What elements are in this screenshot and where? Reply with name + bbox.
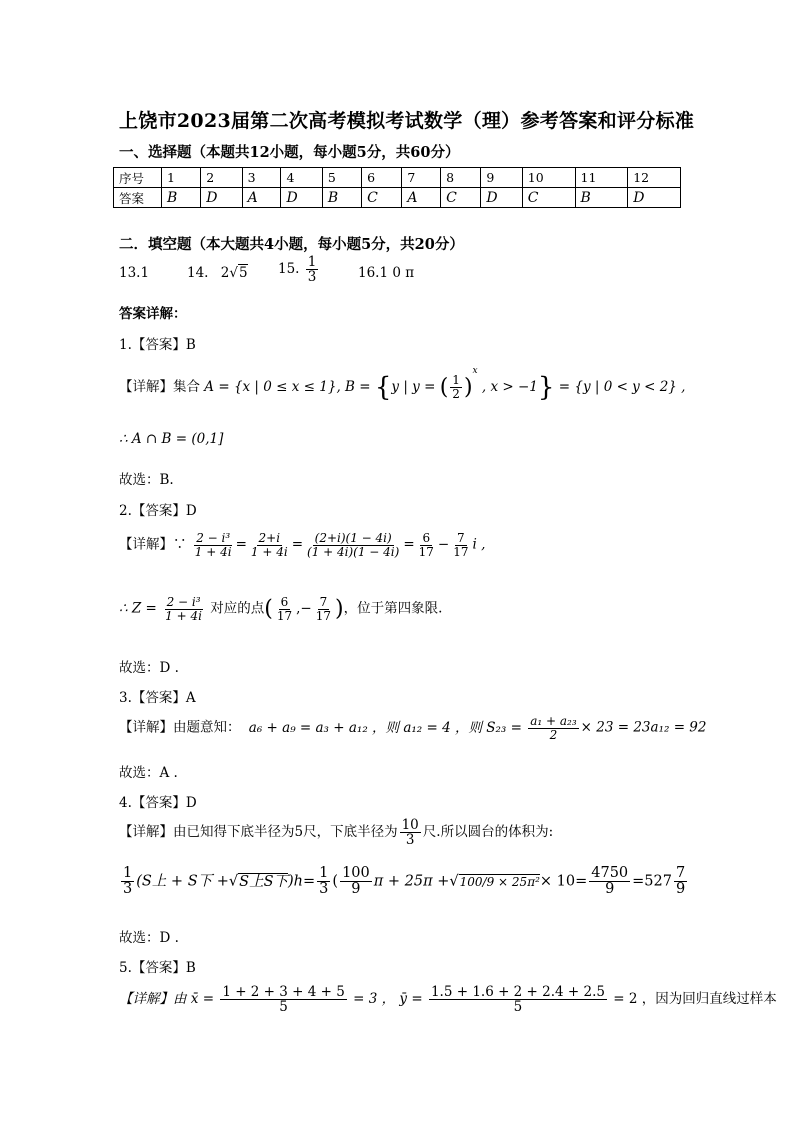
q1-detail-label: 【详解】集合 <box>119 379 200 395</box>
q5-y-den: 5 <box>513 999 523 1016</box>
table-cell: B <box>575 188 628 208</box>
q4-detail-a: 【详解】由已知得下底半径为5尺，下底半径为 <box>119 824 398 841</box>
q1-answer: 1.【答案】B <box>119 337 196 353</box>
q3-detail-label: 【详解】由题意知： <box>119 719 241 736</box>
q1-choose: 故选：B. <box>119 472 174 488</box>
q2-f1-den: 1 + 4i <box>194 544 232 559</box>
table-row-numbers <box>114 168 681 188</box>
q2-p2-den: 17 <box>315 608 332 623</box>
q2-answer: 2.【答案】D <box>119 503 197 519</box>
q4-v-d: π + 25π + <box>373 873 450 890</box>
q2-f2-num: 2+i <box>258 531 281 545</box>
q1-half-den: 2 <box>452 387 460 401</box>
q4-v100-den: 9 <box>351 881 361 898</box>
q4-choose: 故选：D . <box>119 930 179 946</box>
q5-detail-b: = 3 ， ȳ = <box>353 991 423 1008</box>
fill-answer-13: 13.1 <box>119 265 150 281</box>
table-cell: 3 <box>242 168 281 188</box>
q1-expr-a: A = {x | 0 ≤ x ≤ 1}, B = <box>204 379 371 395</box>
q4-frac-num: 10 <box>401 817 419 833</box>
fill-label-14: 14. <box>187 265 209 281</box>
q4-v7-den: 9 <box>675 881 686 898</box>
q5-answer: 5.【答案】B <box>119 960 196 976</box>
q3-answer: 3.【答案】A <box>119 690 196 706</box>
q4-detail <box>119 818 553 847</box>
q4-v-b: )h= <box>288 873 316 890</box>
table-cell: 1 <box>162 168 201 188</box>
fill-label-15: 15. <box>278 261 300 278</box>
q5-x-den: 5 <box>279 999 288 1016</box>
q2-therefore-c: ，位于第四象限. <box>343 600 443 617</box>
q2-p1-num: 6 <box>280 595 289 609</box>
table-cell: B <box>322 188 361 208</box>
q3-detail <box>119 715 706 741</box>
table-cell: D <box>628 188 681 208</box>
q2-detail: 【详解】∵ $\frac{\text{2 − i³}}{1 + 4i}$ = $\frac{2+i}{1 + 4i}$ = $\frac{(2+i)(1 - 4i)}{(1 + 4i)(1 - 4i)}$ = $\frac{6}{17}$ − $\frac{7}{17}$ i , <box>119 531 486 559</box>
q4-v-rad1: S上S下 <box>239 873 289 890</box>
q2-choose: 故选：D . <box>119 660 179 676</box>
q4-v4750-num: 4750 <box>591 865 629 881</box>
q15-den: 3 <box>307 269 317 286</box>
section2-heading: 二．填空题（本大题共4小题，每小题5分，共20分） <box>119 236 464 253</box>
q1-therefore: ∴ A ∩ B = (0,1] <box>119 431 224 447</box>
q2-f1-num: 2 − i³ <box>196 531 231 545</box>
q3-eq2: × 23 = 23a₁₂ = 92 <box>580 719 707 736</box>
q1-exp: x <box>472 366 478 376</box>
table-cell: B <box>162 188 201 208</box>
detail-heading: 答案详解： <box>119 306 187 322</box>
q4-third-num2: 1 <box>319 865 329 881</box>
table-cell: C <box>522 188 575 208</box>
q4-third-den2: 3 <box>319 881 329 898</box>
q1-expr-d: = {y | 0 < y < 2} , <box>558 379 686 395</box>
q5-x-num: 1 + 2 + 3 + 4 + 5 <box>222 984 345 1000</box>
q1-detail: 【详解】集合 A = {x | 0 ≤ x ≤ 1}, B = {y | y = ( $\frac{1}{2}$ )$^x$ , x > −1} = {y | 0 < y < 2} , <box>119 366 686 403</box>
fill-answer-16: 16.1 0 π <box>358 265 415 281</box>
table-row-answers <box>114 188 681 208</box>
table-cell: 10 <box>522 168 575 188</box>
table-cell: A <box>242 188 281 208</box>
q1-expr-b: y | y = <box>391 379 436 395</box>
q4-frac-den: 3 <box>405 832 415 849</box>
q1-expr-c: , x > −1 <box>481 379 538 395</box>
q1-half-num: 1 <box>452 373 460 388</box>
q2-detail-label: 【详解】∵ <box>119 536 187 553</box>
q2-f5-den: 17 <box>453 544 469 559</box>
q4-answer: 4.【答案】D <box>119 795 197 811</box>
table-row-label: 答案 <box>114 188 162 208</box>
q2-f2-den: 1 + 4i <box>250 544 288 559</box>
q2-tail: i , <box>472 536 486 553</box>
q2-p2-num: 7 <box>319 595 328 609</box>
answer-table <box>113 167 681 208</box>
q4-v-c: ( <box>332 873 339 890</box>
fill-answer-14: 14. 2√5 <box>187 265 248 281</box>
q14-radicand: 5 <box>238 265 248 281</box>
q5-detail-a: 【详解】由 x̄ = <box>119 991 215 1008</box>
q2-z-num: 2 − i³ <box>166 595 201 609</box>
table-cell: C <box>362 188 402 208</box>
q15-num: 1 <box>307 254 317 270</box>
table-cell: D <box>481 188 522 208</box>
q2-f3-den: (1 + 4i)(1 − 4i) <box>307 544 400 559</box>
q4-v7-num: 7 <box>675 865 686 881</box>
q4-v4750-den: 9 <box>605 881 615 898</box>
q4-v-a: (S上 + S下 + <box>136 873 229 890</box>
q4-third-num: 1 <box>123 865 133 881</box>
q3-frac-den: 2 <box>549 727 558 742</box>
q14-coef: 2 <box>220 265 230 281</box>
q2-f3-num: (2+i)(1 − 4i) <box>314 531 392 545</box>
table-cell: A <box>402 188 441 208</box>
table-cell: 6 <box>362 168 402 188</box>
q2-f4-den: 17 <box>418 544 434 559</box>
table-cell: 11 <box>575 168 628 188</box>
q4-v-e: × 10= <box>539 873 588 890</box>
table-cell: 9 <box>481 168 522 188</box>
q4-volume: $\frac{1}{3}$ (S上 + S下 +√S上S下)h= $\frac{1}{3}$ ( $\frac{100}{9}$ π + 25π +√100/9 × 25π²× 10= $\frac{4750}{9}$ =527 $\frac{7}{9}$ <box>123 865 686 898</box>
q2-therefore-b: 对应的点 <box>210 600 265 617</box>
table-cell: 4 <box>281 168 322 188</box>
q5-detail-c: = 2 ，因为回归直线过样本 <box>613 991 777 1008</box>
q3-eq1: a₆ + a₉ = a₃ + a₁₂ ，则 a₁₂ = 4 ，则 S₂₃ = <box>248 719 522 736</box>
q2-f4-num: 6 <box>422 531 431 545</box>
q5-detail <box>119 985 777 1014</box>
table-cell: D <box>281 188 322 208</box>
q2-therefore: ∴ Z = $\frac{\text{2 − i³}}{1 + 4i}$ 对应的点( $\frac{6}{17}$ ,− $\frac{7}{17}$ )，位于第四象限. <box>119 595 443 623</box>
table-cell: D <box>201 188 242 208</box>
q2-f5-num: 7 <box>457 531 465 545</box>
q4-v100-num: 100 <box>342 865 370 881</box>
q4-v-rad2: 100/9 × 25π² <box>459 874 540 889</box>
table-cell: 2 <box>201 168 242 188</box>
q2-z-den: 1 + 4i <box>165 608 202 623</box>
q2-therefore-a: ∴ Z = <box>119 600 157 617</box>
table-row-label: 序号 <box>114 168 162 188</box>
table-cell: 5 <box>322 168 361 188</box>
section1-heading: 一、选择题（本题共12小题，每小题5分，共60分） <box>119 144 460 161</box>
table-cell: C <box>441 188 481 208</box>
q3-choose: 故选：A . <box>119 765 178 781</box>
page-title: 上饶市2023届第二次高考模拟考试数学（理）参考答案和评分标准 <box>119 110 695 132</box>
fill-answer-15 <box>278 255 320 284</box>
q4-third-den: 3 <box>123 881 133 898</box>
q4-v-f: =527 <box>632 873 672 890</box>
q3-frac-num: a₁ + a₂₃ <box>530 714 577 728</box>
table-cell: 8 <box>441 168 481 188</box>
q2-p1-den: 17 <box>276 608 293 623</box>
table-cell: 7 <box>402 168 441 188</box>
q4-detail-b: 尺.所以圆台的体积为: <box>422 824 554 841</box>
table-cell: 12 <box>628 168 681 188</box>
q5-y-num: 1.5 + 1.6 + 2 + 2.4 + 2.5 <box>430 984 605 1000</box>
